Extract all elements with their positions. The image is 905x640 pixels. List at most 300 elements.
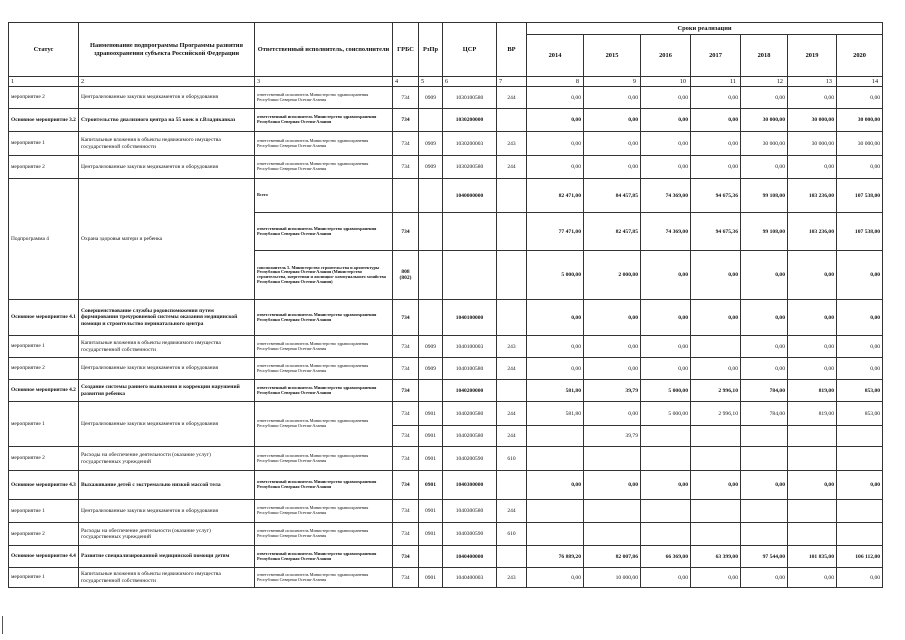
rzpr-cell [419,109,443,132]
grbs-cell: 734 [393,109,419,132]
amount-cell: 0,00 [691,568,741,588]
amount-cell: 0,00 [584,336,641,358]
program-table-body [9,77,883,588]
rzpr-cell: 0901 [419,523,443,546]
amount-cell: 0,00 [691,251,741,300]
executor-cell: ответственный исполнитель Министерство здравоохранения Республики Северная Осетия-Алания [255,546,393,568]
column-index: 1 [9,77,79,87]
header-executor: Ответственный исполнитель, соисполнители [255,23,393,77]
grbs-cell: 808 (802) [393,251,419,300]
header-year: 2019 [788,35,837,77]
page-edge-mark [2,616,3,634]
amount-cell [788,500,837,523]
vr-cell: 243 [497,336,527,358]
column-index: 10 [641,77,691,87]
amount-cell: 77 471,00 [527,213,584,251]
name-cell: Централизованные закупки медикаментов и оборудования [79,358,255,380]
amount-cell: 82 471,00 [527,179,584,213]
vr-cell [497,251,527,300]
amount-cell: 0,00 [584,300,641,336]
amount-cell [788,426,837,447]
amount-cell: 99 108,00 [741,213,788,251]
amount-cell: 0,00 [837,336,883,358]
csr-cell: 1040100000 [443,300,497,336]
name-cell: Капитальные вложения в объекты недвижимого имущества государственной собственности [79,568,255,588]
table-row [9,300,883,336]
amount-cell: 0,00 [788,251,837,300]
amount-cell: 84 457,85 [584,179,641,213]
header-status: Статус [9,23,79,77]
amount-cell [741,447,788,471]
table-row [9,500,883,523]
table-row [9,77,883,87]
amount-cell: 0,00 [837,358,883,380]
amount-cell: 0,00 [584,109,641,132]
header-year: 2014 [527,35,584,77]
amount-cell: 2 996,10 [691,380,741,402]
header-year: 2016 [641,35,691,77]
vr-cell [497,471,527,500]
csr-cell: 1040200590 [443,447,497,471]
rzpr-cell [419,546,443,568]
table-row [9,546,883,568]
amount-cell [584,523,641,546]
amount-cell: 5 000,00 [641,402,691,426]
name-cell: Капитальные вложения в объекты недвижимого имущества государственной собственности [79,336,255,358]
status-cell: мероприятие 2 [9,523,79,546]
table-row [9,336,883,358]
rzpr-cell: 0901 [419,402,443,426]
amount-cell [527,523,584,546]
amount-cell: 0,00 [741,156,788,179]
amount-cell: 0,00 [788,87,837,109]
amount-cell: 0,00 [837,300,883,336]
amount-cell: 0,00 [788,471,837,500]
amount-cell: 66 369,00 [641,546,691,568]
amount-cell [691,336,741,358]
rzpr-cell: 0901 [419,500,443,523]
column-index: 12 [741,77,788,87]
amount-cell: 107 538,00 [837,179,883,213]
csr-cell: 1040300590 [443,523,497,546]
amount-cell: 0,00 [741,471,788,500]
csr-cell: 1040200580 [443,426,497,447]
header-rzpr: РзПр [419,23,443,77]
amount-cell: 0,00 [527,109,584,132]
amount-cell: 0,00 [527,156,584,179]
grbs-cell: 734 [393,471,419,500]
status-cell: мероприятие 2 [9,87,79,109]
vr-cell: 610 [497,523,527,546]
amount-cell: 0,00 [741,358,788,380]
program-table-sheet [8,22,883,588]
amount-cell [741,426,788,447]
subprogram-name-cell: Охрана здоровья матери и ребенка [79,179,255,300]
amount-cell: 97 544,00 [741,546,788,568]
name-cell: Выхаживание детей с экстремально низкой массой тела [79,471,255,500]
amount-cell: 0,00 [837,156,883,179]
amount-cell [527,500,584,523]
amount-cell: 103 236,00 [788,179,837,213]
amount-cell: 0,00 [527,568,584,588]
grbs-cell: 734 [393,213,419,251]
amount-cell [641,523,691,546]
status-cell: мероприятие 1 [9,336,79,358]
table-row [9,568,883,588]
status-cell: Основное мероприятие 4.2 [9,380,79,402]
amount-cell: 0,00 [788,358,837,380]
name-cell: Строительство диализного центра на 55 коек в г.Владикавказ [79,109,255,132]
amount-cell: 0,00 [641,336,691,358]
amount-cell: 0,00 [641,156,691,179]
amount-cell: 0,00 [527,358,584,380]
name-cell: Совершенствование службы родовспоможения путем формирования трехуровневой системы оказания медицинской помощи и строительство перинатального центра [79,300,255,336]
amount-cell: 94 675,36 [691,213,741,251]
grbs-cell: 734 [393,132,419,156]
csr-cell: 1030200003 [443,132,497,156]
name-cell: Расходы на обеспечение деятельности (оказание услуг) государственных учреждений [79,447,255,471]
amount-cell: 0,00 [641,132,691,156]
executor-cell: ответственный исполнитель Министерство здравоохранения Республики Северная Осетия-Алания [255,109,393,132]
csr-cell: 1040400003 [443,568,497,588]
amount-cell: 0,00 [641,358,691,380]
grbs-cell: 734 [393,380,419,402]
amount-cell [837,447,883,471]
amount-cell: 101 835,00 [788,546,837,568]
amount-cell: 30 000,00 [788,132,837,156]
grbs-cell: 734 [393,447,419,471]
rzpr-cell: 0901 [419,426,443,447]
executor-cell: ответственный исполнитель Министерство здравоохранения Республики Северная Осетия-Алания [255,87,393,109]
name-cell: Создание системы раннего выявления и коррекции нарушений развития ребенка [79,380,255,402]
amount-cell: 76 889,20 [527,546,584,568]
csr-cell: 1030100580 [443,87,497,109]
csr-cell: 1030200580 [443,156,497,179]
amount-cell: 94 675,36 [691,179,741,213]
grbs-cell: 734 [393,87,419,109]
amount-cell: 82 457,85 [584,213,641,251]
name-cell: Капитальные вложения в объекты недвижимого имущества государственной собственности [79,132,255,156]
name-cell: Развитие специализированной медицинской помощи детям [79,546,255,568]
amount-cell: 103 236,00 [788,213,837,251]
amount-cell: 2 000,00 [584,251,641,300]
header-csr: ЦСР [443,23,497,77]
grbs-cell: 734 [393,523,419,546]
rzpr-cell: 0901 [419,447,443,471]
amount-cell: 74 369,00 [641,179,691,213]
executor-cell: ответственный исполнитель Министерство здравоохранения Республики Северная Осетия-Алания [255,300,393,336]
table-row [9,358,883,380]
csr-cell: 1040200000 [443,380,497,402]
amount-cell [691,426,741,447]
amount-cell: 0,00 [691,132,741,156]
amount-cell: 0,00 [584,358,641,380]
amount-cell [741,500,788,523]
executor-cell: ответственный исполнитель Министерство здравоохранения Республики Северная Осетия-Алания [255,471,393,500]
amount-cell: 0,00 [741,336,788,358]
amount-cell: 0,00 [641,300,691,336]
amount-cell: 0,00 [527,87,584,109]
name-cell: Централизованные закупки медикаментов и оборудования [79,156,255,179]
amount-cell: 0,00 [584,471,641,500]
amount-cell: 853,00 [837,402,883,426]
status-cell: мероприятие 2 [9,156,79,179]
table-row [9,402,883,426]
status-cell: мероприятие 1 [9,500,79,523]
table-row [9,156,883,179]
table-row [9,447,883,471]
rzpr-cell [419,380,443,402]
amount-cell: 0,00 [527,336,584,358]
amount-cell: 0,00 [641,471,691,500]
amount-cell [527,447,584,471]
amount-cell: 784,00 [741,380,788,402]
amount-cell: 0,00 [837,87,883,109]
executor-cell: ответственный исполнитель Министерство здравоохранения Республики Северная Осетия-Алания [255,156,393,179]
amount-cell [691,523,741,546]
grbs-cell: 734 [393,568,419,588]
amount-cell: 0,00 [691,300,741,336]
amount-cell [837,523,883,546]
header-year: 2015 [584,35,641,77]
executor-cell: ответственный исполнитель Министерство здравоохранения Республики Северная Осетия-Алания [255,500,393,523]
rzpr-cell: 0909 [419,87,443,109]
amount-cell: 2 996,10 [691,402,741,426]
column-index: 13 [788,77,837,87]
amount-cell [584,500,641,523]
column-index: 14 [837,77,883,87]
amount-cell: 63 399,00 [691,546,741,568]
executor-cell: соисполнитель 5. Министерство строительства и архитектуры Республики Северная Осетия-Алания (Министерство строительства, энергетики и жилищно- коммунального хозяйства Республики Северная Осетия-Алания) [255,251,393,300]
column-index: 6 [443,77,497,87]
csr-cell: 1040100003 [443,336,497,358]
amount-cell: 0,00 [837,471,883,500]
amount-cell: 581,80 [527,380,584,402]
rzpr-cell [419,213,443,251]
amount-cell: 82 007,86 [584,546,641,568]
rzpr-cell: 0909 [419,156,443,179]
amount-cell: 0,00 [788,156,837,179]
amount-cell: 30 000,00 [788,109,837,132]
grbs-cell: 734 [393,426,419,447]
csr-cell: 1040000000 [443,179,497,213]
amount-cell [641,426,691,447]
vr-cell: 244 [497,358,527,380]
amount-cell: 819,00 [788,402,837,426]
amount-cell [691,447,741,471]
column-index: 11 [691,77,741,87]
header-terms: Сроки реализации [527,23,883,35]
table-row [9,380,883,402]
rzpr-cell [419,179,443,213]
amount-cell: 74 369,00 [641,213,691,251]
header-vr: ВР [497,23,527,77]
csr-cell: 1030200000 [443,109,497,132]
executor-cell: Всего [255,179,393,213]
column-index: 3 [255,77,393,87]
table-row [9,471,883,500]
grbs-cell: 734 [393,402,419,426]
rzpr-cell: 0909 [419,132,443,156]
vr-cell: 610 [497,447,527,471]
name-cell: Централизованные закупки медикаментов и оборудования [79,500,255,523]
rzpr-cell: 0901 [419,471,443,500]
status-cell: Основное мероприятие 4.3 [9,471,79,500]
executor-cell: ответственный исполнитель Министерство здравоохранения Республики Северная Осетия-Алания [255,402,393,447]
name-cell: Расходы на обеспечение деятельности (оказание услуг) государственных учреждений [79,523,255,546]
status-cell: мероприятие 1 [9,568,79,588]
amount-cell: 0,00 [641,568,691,588]
subprogram-status-cell: Подпрограмма 4 [9,179,79,300]
grbs-cell: 734 [393,500,419,523]
header-year: 2018 [741,35,788,77]
amount-cell: 0,00 [691,109,741,132]
amount-cell: 581,80 [527,402,584,426]
amount-cell: 0,00 [691,471,741,500]
vr-cell [497,380,527,402]
amount-cell: 0,00 [527,132,584,156]
amount-cell: 30 000,00 [837,109,883,132]
column-index: 5 [419,77,443,87]
amount-cell: 5 000,00 [527,251,584,300]
amount-cell: 0,00 [788,568,837,588]
status-cell: мероприятие 2 [9,447,79,471]
program-table [8,22,883,588]
csr-cell: 1040100580 [443,358,497,380]
amount-cell: 30 000,00 [741,132,788,156]
vr-cell: 243 [497,132,527,156]
grbs-cell: 734 [393,358,419,380]
csr-cell [443,251,497,300]
amount-cell: 853,00 [837,380,883,402]
rzpr-cell: 0909 [419,358,443,380]
header-grbs: ГРБС [393,23,419,77]
amount-cell: 0,00 [641,251,691,300]
amount-cell: 784,00 [741,402,788,426]
rzpr-cell [419,251,443,300]
amount-cell: 99 108,00 [741,179,788,213]
vr-cell [497,213,527,251]
amount-cell: 0,00 [691,358,741,380]
amount-cell: 39,79 [584,380,641,402]
vr-cell: 244 [497,87,527,109]
csr-cell: 1040200580 [443,402,497,426]
amount-cell: 0,00 [641,109,691,132]
executor-cell: ответственный исполнитель Министерство здравоохранения Республики Северная Осетия-Алания [255,336,393,358]
executor-cell: ответственный исполнитель Министерство здравоохранения Республики Северная Осетия-Алания [255,358,393,380]
executor-cell: ответственный исполнитель Министерство здравоохранения Республики Северная Осетия-Алания [255,213,393,251]
amount-cell: 0,00 [741,251,788,300]
header-year: 2017 [691,35,741,77]
amount-cell: 10 000,00 [584,568,641,588]
vr-cell: 243 [497,568,527,588]
rzpr-cell: 0909 [419,336,443,358]
amount-cell [788,447,837,471]
amount-cell: 30 000,00 [741,109,788,132]
executor-cell: ответственный исполнитель Министерство здравоохранения Республики Северная Осетия-Алания [255,447,393,471]
table-row [9,179,883,213]
table-row [9,523,883,546]
amount-cell: 0,00 [741,300,788,336]
column-index: 2 [79,77,255,87]
amount-cell [741,523,788,546]
amount-cell [837,500,883,523]
column-index: 4 [393,77,419,87]
grbs-cell: 734 [393,336,419,358]
amount-cell: 0,00 [584,402,641,426]
status-cell: Основное мероприятие 3.2 [9,109,79,132]
executor-cell: ответственный исполнитель Министерство здравоохранения Республики Северная Осетия-Алания [255,523,393,546]
executor-cell: ответственный исполнитель Министерство здравоохранения Республики Северная Осетия-Алания [255,568,393,588]
vr-cell: 244 [497,156,527,179]
executor-cell: ответственный исполнитель Министерство здравоохранения Республики Северная Осетия-Алания [255,132,393,156]
rzpr-cell: 0901 [419,568,443,588]
name-cell: Централизованные закупки медикаментов и оборудования [79,402,255,447]
amount-cell: 0,00 [741,568,788,588]
column-index: 7 [497,77,527,87]
csr-cell: 1040400000 [443,546,497,568]
grbs-cell: 734 [393,300,419,336]
grbs-cell: 734 [393,156,419,179]
amount-cell: 106 112,00 [837,546,883,568]
amount-cell: 0,00 [837,251,883,300]
amount-cell: 0,00 [788,336,837,358]
amount-cell: 0,00 [584,87,641,109]
amount-cell [584,447,641,471]
vr-cell: 244 [497,402,527,426]
vr-cell [497,109,527,132]
amount-cell [641,447,691,471]
executor-cell: ответственный исполнитель Министерство здравоохранения Республики Северная Осетия-Алания [255,380,393,402]
csr-cell: 1040300580 [443,500,497,523]
status-cell: мероприятие 1 [9,132,79,156]
grbs-cell: 734 [393,546,419,568]
amount-cell: 0,00 [641,87,691,109]
amount-cell: 30 000,00 [837,132,883,156]
amount-cell: 0,00 [584,132,641,156]
amount-cell: 0,00 [837,568,883,588]
csr-cell: 1040300000 [443,471,497,500]
amount-cell: 0,00 [788,300,837,336]
amount-cell: 819,00 [788,380,837,402]
status-cell: Основное мероприятие 4.1 [9,300,79,336]
status-cell: Основное мероприятие 4.4 [9,546,79,568]
vr-cell [497,179,527,213]
amount-cell: 0,00 [691,156,741,179]
amount-cell: 0,00 [741,87,788,109]
column-index: 8 [527,77,584,87]
amount-cell [527,426,584,447]
amount-cell: 0,00 [584,156,641,179]
header-name: Наименование подпрограммы Программы развития здравоохранения субъекта Российской Федерации [79,23,255,77]
amount-cell: 5 000,00 [641,380,691,402]
amount-cell: 0,00 [691,87,741,109]
table-row [9,87,883,109]
status-cell: мероприятие 1 [9,402,79,447]
status-cell: мероприятие 2 [9,358,79,380]
rzpr-cell [419,300,443,336]
amount-cell: 0,00 [527,471,584,500]
amount-cell [788,523,837,546]
table-row [9,109,883,132]
amount-cell: 0,00 [527,300,584,336]
vr-cell [497,546,527,568]
vr-cell: 244 [497,426,527,447]
amount-cell [837,426,883,447]
header-year: 2020 [837,35,883,77]
vr-cell: 244 [497,500,527,523]
amount-cell [641,500,691,523]
